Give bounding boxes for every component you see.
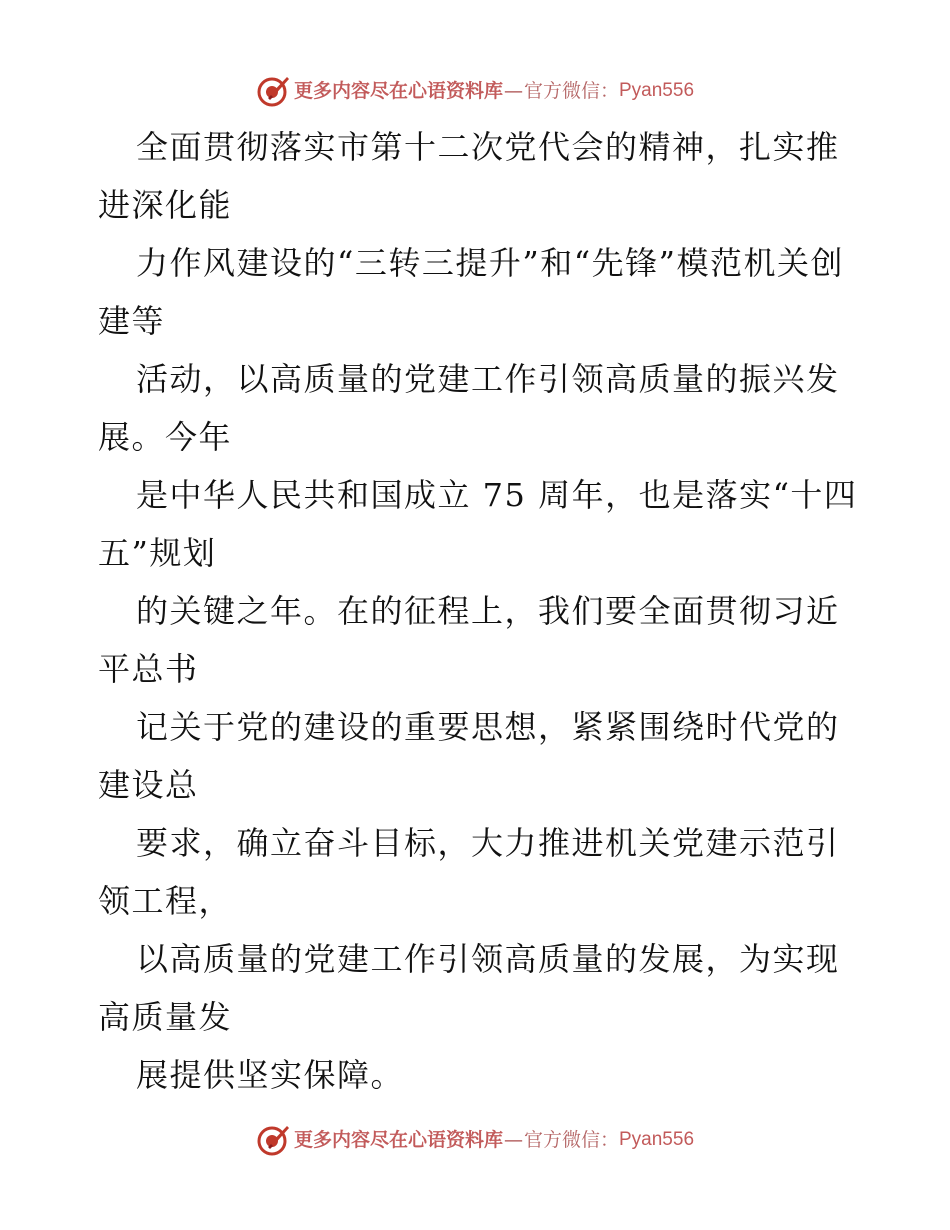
paragraph: 力作风建设的“三转三提升”和“先锋”模范机关创建等 xyxy=(98,244,844,340)
header-banner-sub: 官方微信： xyxy=(523,80,619,102)
footer-banner-sub: 官方微信： xyxy=(523,1129,619,1151)
paragraph: 以高质量的党建工作引领高质量的发展，为实现高质量发 xyxy=(98,940,840,1036)
paragraph: 全面贯彻落实市第十二次党代会的精神，扎实推进深化能 xyxy=(98,128,840,224)
quill-logo-icon xyxy=(256,1122,292,1158)
paragraph: 的关键之年。在的征程上，我们要全面贯彻习近平总书 xyxy=(98,592,840,688)
footer-banner-separator: — xyxy=(503,1129,523,1151)
paragraph: 展提供坚实保障。 xyxy=(136,1056,405,1094)
paragraph: 活动，以高质量的党建工作引领高质量的振兴发展。今年 xyxy=(98,360,840,456)
document-body xyxy=(98,118,858,1104)
paragraph: 是中华人民共和国成立 75 周年，也是落实“十四五”规划 xyxy=(98,476,858,572)
paragraph: 记关于党的建设的重要思想，紧紧围绕时代党的建设总 xyxy=(98,708,840,804)
header-banner xyxy=(0,71,950,111)
header-banner-wechat-id: Pyan556 xyxy=(619,80,695,101)
header-banner-separator: — xyxy=(503,80,523,102)
header-banner-main: 更多内容尽在心语资料库 xyxy=(293,80,503,102)
footer-banner-main: 更多内容尽在心语资料库 xyxy=(293,1129,503,1151)
quill-logo-icon xyxy=(256,73,292,109)
paragraph: 要求，确立奋斗目标，大力推进机关党建示范引领工程， xyxy=(98,824,840,920)
footer-banner xyxy=(0,1120,950,1160)
footer-banner-wechat-id: Pyan556 xyxy=(619,1129,695,1150)
